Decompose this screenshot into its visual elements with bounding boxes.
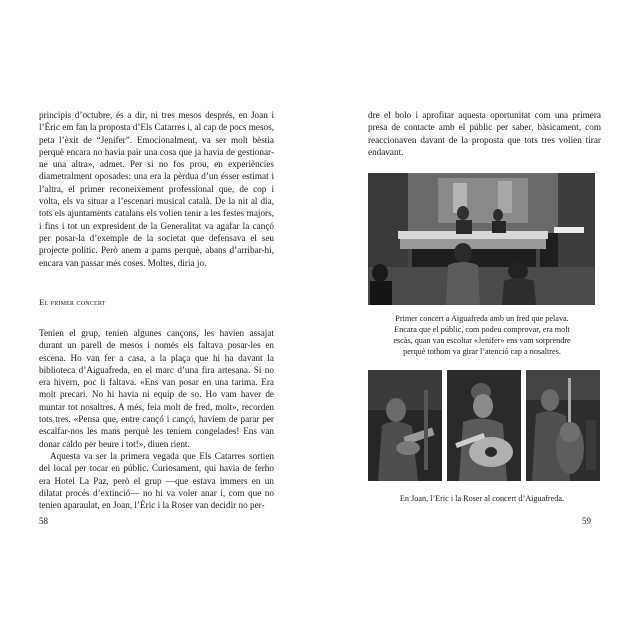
body-paragraph: Aquesta va ser la primera vegada que Els Catarres sortien del local per tocar en públic. Curiosament, qui havia de ferho era Hotel La Paz, però el grup —que estava immers en un dilatat procés d’extinció— no hi va voler anar i, com que no tenien aparaulat, en Joan, l’Èric i la Roser van decidir no per- <box>39 450 274 511</box>
left-page-bottom-text <box>39 327 274 511</box>
right-page <box>320 0 640 640</box>
caption-line: Encara que el públic, com podeu comprovar, era molt <box>394 325 570 334</box>
concert-stage-photo <box>368 173 595 305</box>
body-paragraph: dre el bolo i aprofitar aquesta oportunitat com una primera presa de contacte amb el públic per saber, bàsicament, com reaccionaven davant de la proposta que tots tres volien tirar endavant. <box>368 110 601 157</box>
musician-photo-joan <box>368 370 442 481</box>
right-page-top-text <box>368 109 601 158</box>
photo-caption <box>362 313 602 357</box>
musician-photo-roser <box>526 370 600 481</box>
caption-line: perquè tothom va girar l’atenció cap a nosaltres. <box>403 347 561 356</box>
photo-caption-small: En Joan, l’Eric i la Roser al concert d’Aiguafreda. <box>399 494 565 503</box>
body-paragraph: Tenien el grup, tenien algunes cançons, les havien assajat durant un parell de mesos i només els faltava posar-les en escena. Ho van fer a casa, a la plaça que hi ha davant la biblioteca d’Aiguafreda, en el marc d’una fira artesana. Si no era hivern, poc li faltava. «Ens van posar en una tarima. Era molt precari. No hi havia ni equip de so. Ho vam haver de muntar tot nosaltres. A més, feia molt de fred, molt», recorden tots tres. «Pensa que, entre cançó i cançó, havíem de parar per escalfar-nos les mans perquè les teníem congelades! Ens van donar caldo per beure i tot!», diuen rient. <box>39 328 274 449</box>
page-number: 58 <box>39 516 48 526</box>
left-page-top-text <box>39 109 274 269</box>
section-heading: El primer concert <box>39 297 106 307</box>
caption-line: Primer concert a Aiguafreda amb un fred que pelava. <box>395 314 569 323</box>
page-number: 59 <box>582 516 591 526</box>
body-paragraph: principis d’octubre, és a dir, ni tres mesos després, en Joan i l’Èric em fan la proposta d’Els Catarres i, al cap de pocs mesos, peta l’èxit de “Jenifer”. Emocionalment, va ser molt bèstia perquè encara no havia païr una cosa que ja havia de gestionar-ne una altra», admet. Per si no fos prou, en experiències diametralment oposades: una era la pèrdua d’un ésser estimat i l’altra, el primer reconeixement professional que, de cop i volta, els va situar a l’escenari musical català. De la nit al dia, tots els ajuntaments catalans els volien tenir a les festes majors, i fins i tot un expresident de la Generalitat va agafar la cançó per posar-la d’exemple de la societat que defensava el seu projecte polític. Però anem a pams perquè, abans d’arribar-hi, encara van passar més coses. Moltes, diria jo. <box>39 110 274 268</box>
caption-line: escàs, quan van escoltar «Jenifer» ens vam sorprendre <box>393 336 571 345</box>
musician-photo-eric <box>447 370 521 481</box>
